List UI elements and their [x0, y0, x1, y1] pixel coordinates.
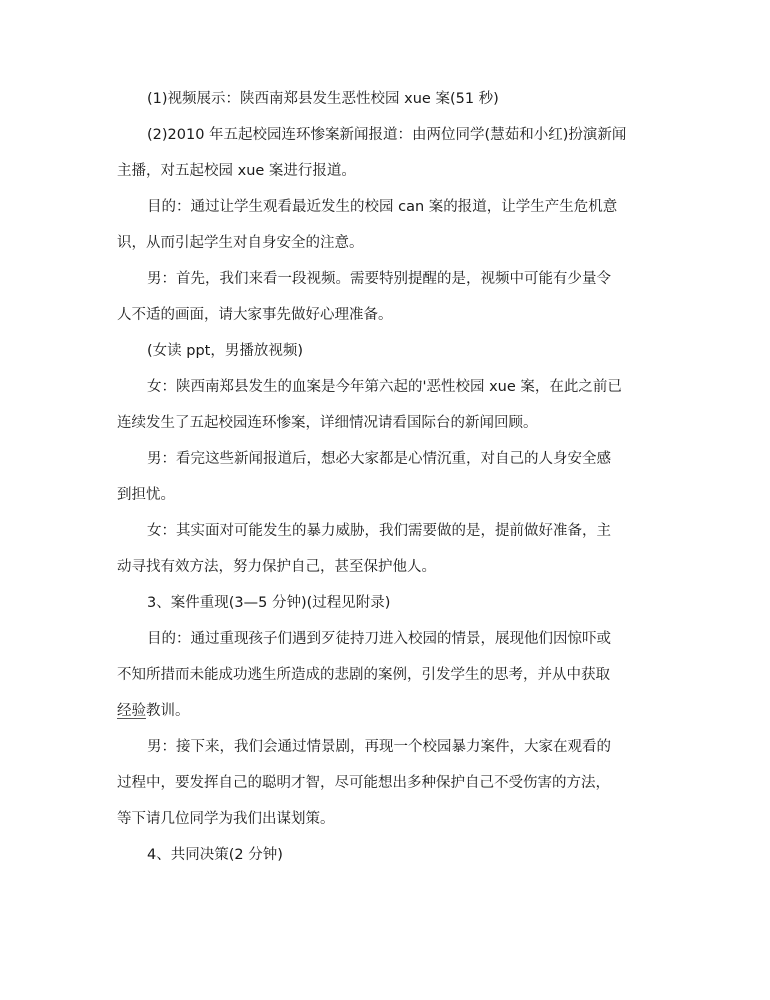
paragraph-news-report-line-2: 主播，对五起校园 xue 案进行报道。	[117, 163, 356, 179]
paragraph-male-skit-line-3: 等下请几位同学为我们出谋划策。	[117, 811, 335, 827]
paragraph-female-advice-line-1: 女：其实面对可能发生的暴力威胁，我们需要做的是，提前做好准备，主	[147, 523, 611, 539]
paragraph-male-skit-line-2: 过程中，要发挥自己的聪明才智，尽可能想出多种保护自己不受伤害的方法，	[117, 775, 610, 791]
paragraph-video-display: (1)视频展示：陕西南郑县发生恶性校园 xue 案(51 秒)	[147, 91, 499, 107]
paragraph-female-advice-line-2: 动寻找有效方法，努力保护自己，甚至保护他人。	[117, 559, 436, 575]
paragraph-purpose-2-line-3	[117, 701, 657, 721]
underlined-link-text[interactable]: 经验	[117, 703, 146, 719]
paragraph-purpose-2-line-1: 目的：通过重现孩子们遇到歹徒持刀进入校园的情景，展现他们因惊吓或	[147, 631, 611, 647]
paragraph-female-news-line-1: 女：陕西南郑县发生的血案是今年第六起的'恶性校园 xue 案，在此之前已	[147, 379, 622, 395]
paragraph-male-intro-line-2: 人不适的画面，请大家事先做好心理准备。	[117, 307, 393, 323]
document-page	[117, 89, 657, 865]
paragraph-male-reflection-line-1: 男：看完这些新闻报道后，想必大家都是心情沉重，对自己的人身安全感	[147, 451, 611, 467]
paragraph-purpose-2-line-2: 不知所措而未能成功逃生所造成的悲剧的案例，引发学生的思考，并从中获取	[117, 667, 610, 683]
paragraph-purpose-2-line-3-rest: 教训。	[146, 703, 190, 719]
paragraph-male-reflection-line-2: 到担忧。	[117, 487, 175, 503]
paragraph-male-intro-line-1: 男：首先，我们来看一段视频。需要特别提醒的是，视频中可能有少量令	[147, 271, 611, 287]
paragraph-news-report-line-1: (2)2010 年五起校园连环惨案新闻报道：由两位同学(慧茹和小红)扮演新闻	[147, 127, 627, 143]
section-heading-case-reenactment: 3、案件重现(3—5 分钟)(过程见附录)	[147, 595, 391, 611]
paragraph-purpose-1-line-2: 识，从而引起学生对自身安全的注意。	[117, 235, 364, 251]
paragraph-male-skit-line-1: 男：接下来，我们会通过情景剧，再现一个校园暴力案件，大家在观看的	[147, 739, 611, 755]
section-heading-joint-decision: 4、共同决策(2 分钟)	[147, 847, 283, 863]
paragraph-purpose-1-line-1: 目的：通过让学生观看最近发生的校园 can 案的报道，让学生产生危机意	[147, 199, 618, 215]
paragraph-stage-direction: (女读 ppt，男播放视频)	[147, 343, 304, 359]
paragraph-female-news-line-2: 连续发生了五起校园连环惨案，详细情况请看国际台的新闻回顾。	[117, 415, 538, 431]
